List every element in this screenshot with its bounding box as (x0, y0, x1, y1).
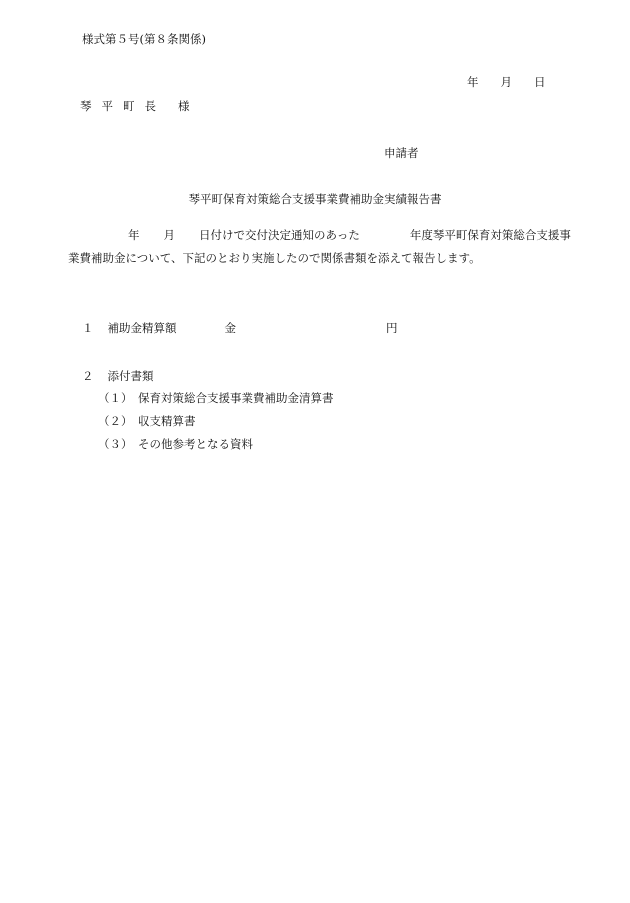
item-1-currency: 円 (386, 321, 398, 335)
document-title: 琴平町保育対策総合支援事業費補助金実績報告書 (188, 192, 442, 206)
addressee-suffix: 様 (178, 99, 190, 113)
attachment-text: 保育対策総合支援事業費補助金清算書 (138, 391, 334, 405)
body-day-phrase: 日付けで交付決定通知のあった (199, 228, 360, 242)
attachment-item (98, 393, 334, 405)
item-2-label: 添付書類 (107, 369, 154, 383)
attachment-text: その他参考となる資料 (138, 437, 253, 451)
attachment-item (98, 439, 253, 451)
item-1-label: 補助金精算額 (107, 321, 177, 335)
item-2 (82, 371, 154, 383)
item-1-amount-prefix: 金 (224, 321, 236, 335)
applicant-label: 申請者 (384, 146, 419, 160)
date-year: 年 (467, 75, 479, 89)
body-month: 月 (163, 228, 175, 242)
body-fiscal-phrase: 年度琴平町保育対策総合支援事 (409, 228, 571, 242)
form-number: 様式第５号(第８条関係) (82, 32, 206, 46)
item-1-number: １ (82, 321, 94, 335)
addressee-name: 琴平町長 (80, 99, 166, 113)
body-year: 年 (128, 228, 140, 242)
body-line-2: 業費補助金について、下記のとおり実施したので関係書類を添えて報告します。 (68, 251, 481, 265)
addressee (80, 101, 190, 113)
attachment-index: （１） (98, 391, 133, 405)
attachment-index: （２） (98, 414, 133, 428)
item-2-number: ２ (82, 369, 94, 383)
date-month: 月 (500, 75, 512, 89)
attachment-text: 収支精算書 (138, 414, 196, 428)
body-line-1 (128, 230, 571, 242)
attachment-index: （３） (98, 437, 133, 451)
date-line (467, 77, 546, 89)
item-1 (82, 323, 398, 335)
date-day: 日 (534, 75, 546, 89)
attachment-item (98, 416, 196, 428)
